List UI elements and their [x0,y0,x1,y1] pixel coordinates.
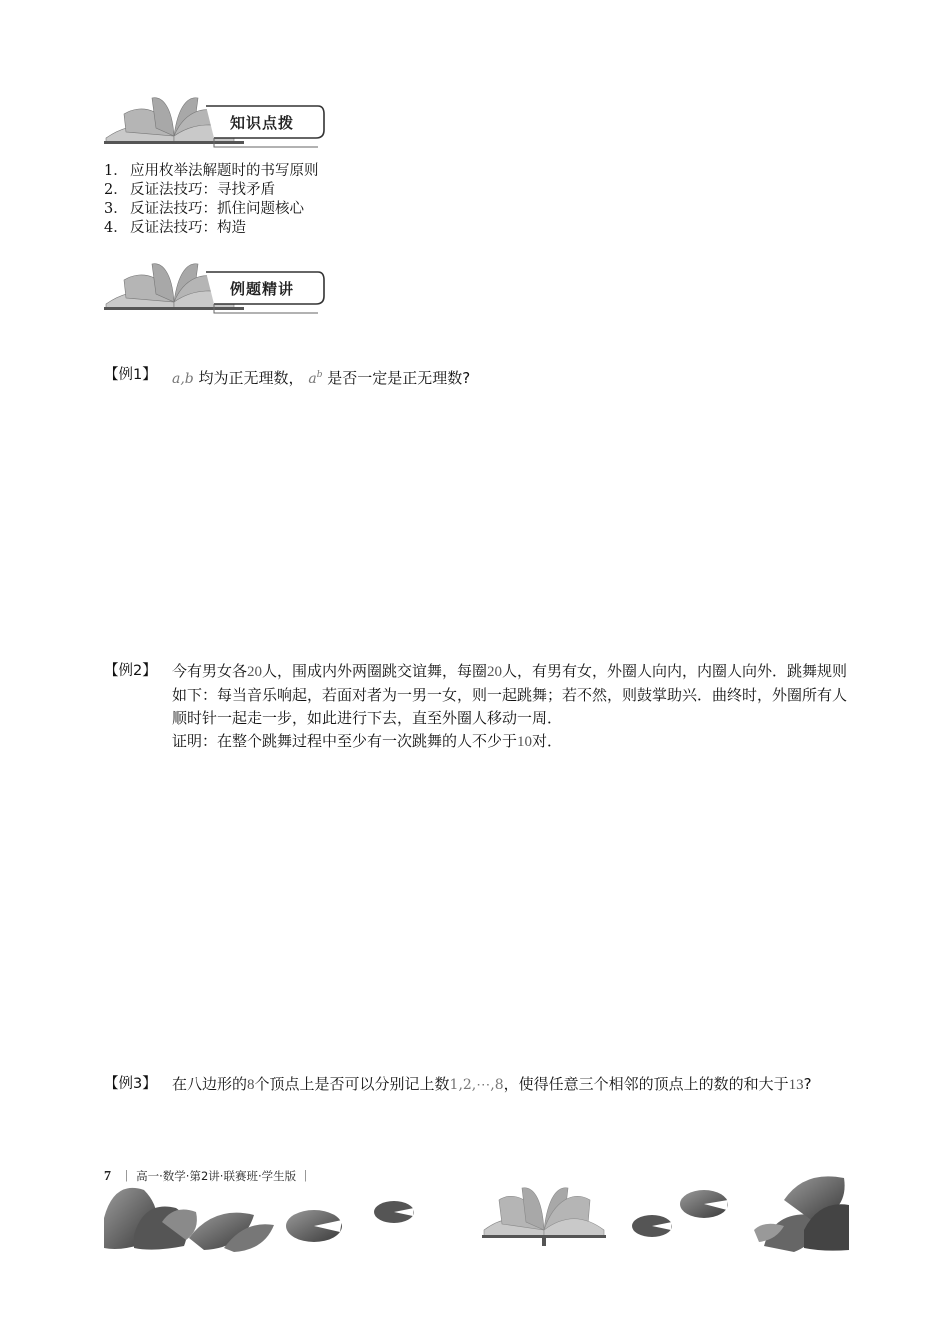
section-title-examples: 例题精讲 [230,279,295,298]
example-body [172,660,849,754]
proof-statement: 证明：在整个跳舞过程中至少有一次跳舞的人不少于10对． [172,732,563,750]
example-1 [104,364,849,391]
list-item: 2． 反证法技巧：寻找矛盾 [104,182,275,198]
page-number: 7 [104,1169,111,1184]
example-3 [104,1073,849,1097]
example-body: a,b 均为正无理数， $a^b$ 是否一定是正无理数? [172,369,471,387]
list-item: 1． 应用枚举法解题时的书写原则 [104,163,319,179]
example-body: 在八边形的8个顶点上是否可以分别记上数1,2,⋯,8，使得任意三个相邻的顶点上的数的和大于13? [172,1075,812,1093]
example-tag: 【例2】 [104,663,157,679]
example-tag: 【例3】 [104,1076,157,1092]
section-header-knowledge [104,92,326,152]
example-tag: 【例1】 [104,367,157,383]
footer-text: ｜ 高一·数学·第2讲·联赛班·学生版 ｜ [121,1169,312,1183]
footer [104,1168,311,1185]
list-item: 4． 反证法技巧：构造 [104,220,246,236]
section-header-examples [104,258,326,318]
example-paragraph: 今有男女各20人，围成内外两圈跳交谊舞，每圈20人，有男有女，外圈人向内，内圈人向外．跳舞规则如下：每当音乐响起，若面对者为一男一女，则一起跳舞；若不然，则鼓掌助兴．曲终时，外圈所有人顺时针一起走一步，如此进行下去，直至外圈人移动一周． [172,662,848,727]
knowledge-list [104,162,319,238]
section-title-knowledge: 知识点拨 [230,113,295,132]
example-2 [104,660,849,754]
list-item: 3． 反证法技巧：抓住问题核心 [104,201,304,217]
